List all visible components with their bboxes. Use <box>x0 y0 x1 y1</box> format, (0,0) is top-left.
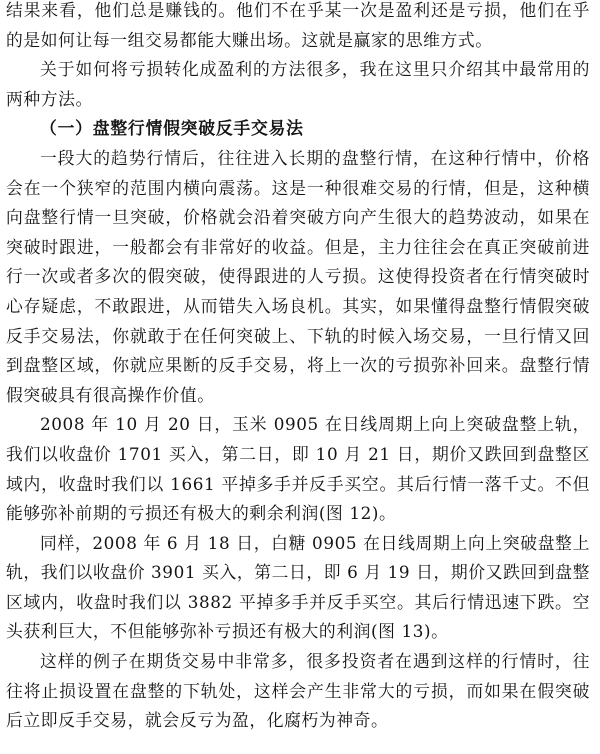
section-heading: （一）盘整行情假突破反手交易法 <box>40 118 304 139</box>
paragraph-continued: 结果来看，他们总是赚钱的。他们不在乎某一次是盈利还是亏损，他们在乎的是如何让每一组交易都能大赚出场。这就是赢家的思维方式。 <box>6 0 590 50</box>
paragraph-intro-methods: 关于如何将亏损转化成盈利的方法很多，我在这里只介绍其中最常用的两种方法。 <box>6 59 590 109</box>
paragraph-conclusion: 这样的例子在期货交易中非常多，很多投资者在遇到这样的行情时，往往将止损设置在盘整的下轨处，这样会产生非常大的亏损，而如果在假突破后立即反手交易，就会反亏为盈，化腐朽为神奇。 <box>6 651 590 731</box>
paragraph-sugar-example: 同样，2008 年 6 月 18 日，白糖 0905 在日线周期上向上突破盘整上轨，我们以收盘价 3901 买入，第二日，即 6 月 19 日，期价又跌回到盘整区域内，收盘时我们以 3882 平掉多手并反手买空。其后行情迅速下跌。空头获利巨大，不但能够弥补亏损还有极大的利润(图 13)。 <box>6 532 590 642</box>
paragraph-consolidation: 一段大的趋势行情后，往往进入长期的盘整行情，在这种行情中，价格会在一个狭窄的范围内横向震荡。这是一种很难交易的行情，但是，这种横向盘整行情一旦突破，价格就会沿着突破方向产生很大的趋势波动，如果在突破时跟进，一般都会有非常好的收益。但是，主力往往会在真正突破前进行一次或者多次的假突破，使得跟进的人亏损。这使得投资者在行情突破时心存疑虑，不敢跟进，从而错失入场良机。其实，如果懂得盘整行情假突破反手交易法，你就敢于在任何突破上、下轨的时候入场交易，一旦行情又回到盘整区域，你就应果断的反手交易，将上一次的亏损弥补回来。盘整行情假突破具有很高操作价值。 <box>6 147 590 405</box>
paragraph-corn-example: 2008 年 10 月 20 日，玉米 0905 在日线周期上向上突破盘整上轨，我们以收盘价 1701 买入，第二日，即 10 月 21 日，期价又跌回到盘整区域内，收盘时我们以 1661 平掉多手并反手买空。其后行情一落千丈。不但能够弥补前期的亏损还有极大的剩余利润(图 12)。 <box>6 414 590 524</box>
